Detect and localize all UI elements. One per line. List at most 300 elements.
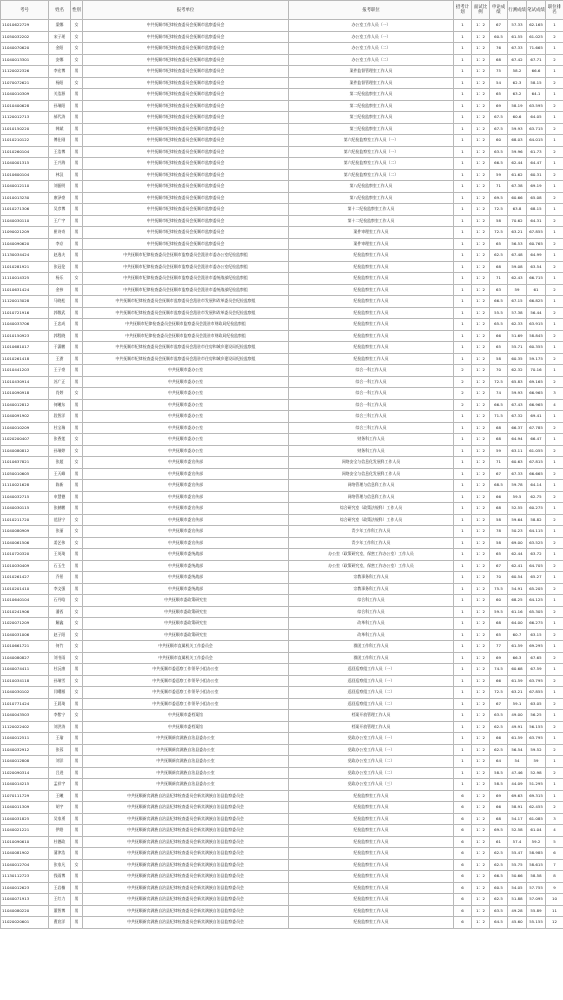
cell-plan: 1 — [454, 457, 472, 469]
cell-exam-number: 11040091902 — [1, 411, 49, 423]
cell-written-score: 56.155 — [527, 721, 546, 733]
cell-interview-ratio: 1：2 — [472, 457, 490, 469]
cell-position: 综合科工作人员 — [289, 606, 454, 618]
cell-gender: 男 — [71, 894, 83, 906]
cell-position: 群团工作科工作人员 — [289, 652, 454, 664]
cell-essay-score: 66 — [490, 733, 508, 745]
cell-interview-ratio: 1：2 — [472, 342, 490, 354]
cell-unit: 中共抚顺市纪律检查委员会抚顺市监察委员会派驻市财政局纪检监察组 — [83, 319, 289, 331]
cell-position-rank: 1 — [546, 526, 563, 538]
cell-aptitude-score: 54 — [508, 756, 527, 768]
cell-exam-number: 11120022402 — [1, 721, 49, 733]
cell-unit: 中共抚顺市委宣传部 — [83, 526, 289, 538]
cell-gender: 男 — [71, 376, 83, 388]
cell-exam-number: 11040080827 — [1, 652, 49, 664]
cell-unit: 中共抚顺市委巡察工作领导小组办公室 — [83, 675, 289, 687]
cell-unit: 中共抚顺市纪律检查委员会抚顺市监察委员会 — [83, 31, 289, 43]
cell-written-score: 68.15 — [527, 204, 546, 216]
cell-unit: 中共抚顺市委宣传部 — [83, 480, 289, 492]
cell-essay-score: 69.5 — [490, 825, 508, 837]
cell-position-rank: 9 — [546, 882, 563, 894]
table-row — [1, 319, 563, 331]
cell-aptitude-score: 67.38 — [508, 181, 527, 193]
cell-name: 石玉生 — [49, 560, 71, 572]
cell-exam-number: 11040012812 — [1, 399, 49, 411]
cell-written-score: 58.82 — [527, 514, 546, 526]
cell-name: 蒲津浩 — [49, 848, 71, 860]
cell-gender: 男 — [71, 89, 83, 101]
cell-exam-number: 11010430914 — [1, 376, 49, 388]
cell-exam-number: 11040030110 — [1, 215, 49, 227]
cell-gender: 女 — [71, 859, 83, 871]
cell-written-score: 62.165 — [527, 20, 546, 32]
cell-written-score: 67.855 — [527, 227, 546, 239]
cell-written-score: 64.05 — [527, 112, 546, 124]
cell-exam-number: 11040012704 — [1, 859, 49, 871]
cell-aptitude-score: 50.23 — [508, 526, 527, 538]
cell-name: 王红力 — [49, 894, 71, 906]
table-row — [1, 583, 563, 595]
cell-name: 伊皓 — [49, 825, 71, 837]
cell-interview-ratio: 1：2 — [472, 779, 490, 791]
cell-position: 纪检监察室工作人员 — [289, 882, 454, 894]
table-row — [1, 606, 563, 618]
cell-position-rank: 2 — [546, 261, 563, 273]
table-row — [1, 284, 563, 296]
table-row — [1, 66, 563, 78]
cell-unit: 中共抚顺市纪律检查委员会抚顺市监察委员会 — [83, 54, 289, 66]
cell-exam-number: 11010210122 — [1, 135, 49, 147]
cell-position-rank: 1 — [546, 227, 563, 239]
cell-written-score: 66.715 — [527, 273, 546, 285]
cell-interview-ratio: 1：2 — [472, 146, 490, 158]
cell-unit: 中共抚顺市委政策研究室 — [83, 629, 289, 641]
cell-gender: 男 — [71, 790, 83, 802]
cell-position: 第六纪检监察室工作人员（一） — [289, 146, 454, 158]
cell-position: 第十二纪检监察室工作人员 — [289, 204, 454, 216]
cell-exam-number: 11040012511 — [1, 733, 49, 745]
cell-exam-number: 11010681017 — [1, 342, 49, 354]
header-interview-ratio: 面试比例 — [472, 1, 490, 20]
cell-plan: 6 — [454, 894, 472, 906]
cell-written-score: 60.765 — [527, 238, 546, 250]
cell-aptitude-score: 63.11 — [508, 445, 527, 457]
cell-aptitude-score: 67.43 — [508, 399, 527, 411]
cell-aptitude-score: 61.55 — [508, 31, 527, 43]
cell-position-rank: 2 — [546, 744, 563, 756]
cell-written-score: 56.44 — [527, 307, 546, 319]
cell-plan: 1 — [454, 66, 472, 78]
cell-position: 纪检监察室工作人员 — [289, 848, 454, 860]
cell-gender: 男 — [71, 480, 83, 492]
cell-exam-number: 11130034424 — [1, 250, 49, 262]
cell-interview-ratio: 1：2 — [472, 882, 490, 894]
table-row — [1, 273, 563, 285]
cell-plan: 1 — [454, 342, 472, 354]
cell-unit: 中共抚顺新宾满族自治县纪律检查委员会新宾满族自治县监察委员会 — [83, 848, 289, 860]
cell-aptitude-score: 54.05 — [508, 882, 527, 894]
table-row — [1, 158, 563, 170]
cell-interview-ratio: 1：2 — [472, 480, 490, 492]
cell-interview-ratio: 1：2 — [472, 491, 490, 503]
table-row — [1, 296, 563, 308]
cell-written-score: 66.275 — [527, 618, 546, 630]
cell-gender: 男 — [71, 825, 83, 837]
cell-exam-number: 11010261427 — [1, 572, 49, 584]
cell-aptitude-score: 51.88 — [508, 894, 527, 906]
cell-name: 王岩楠 — [49, 882, 71, 894]
cell-interview-ratio: 1：2 — [472, 733, 490, 745]
cell-exam-number: 11010150923 — [1, 330, 49, 342]
table-row — [1, 595, 563, 607]
cell-position: 网络安全与信息化发展科工作人员 — [289, 468, 454, 480]
cell-position: 党政办公室工作人员（一） — [289, 744, 454, 756]
cell-exam-number: 11010271306 — [1, 204, 49, 216]
cell-position: 纪检监察室工作人员 — [289, 917, 454, 929]
cell-exam-number: 11010640104 — [1, 595, 49, 607]
cell-position-rank: 2 — [546, 698, 563, 710]
cell-aptitude-score: 59.78 — [508, 480, 527, 492]
cell-unit: 中共抚顺市纪律检查委员会抚顺市监察委员会派驻市发展和改革委员会纪检监察组 — [83, 296, 289, 308]
cell-name: 张超 — [49, 457, 71, 469]
cell-written-score: 64.99 — [527, 250, 546, 262]
cell-written-score: 67.65 — [527, 652, 546, 664]
cell-position: 办公室工作人员（二） — [289, 43, 454, 55]
cell-essay-score: 68.5 — [490, 480, 508, 492]
cell-exam-number: 11010720320 — [1, 549, 49, 561]
cell-plan: 1 — [454, 158, 472, 170]
cell-position-rank: 1 — [546, 664, 563, 676]
cell-name: 张丽 — [49, 526, 71, 538]
cell-position: 宗教事务科工作人员 — [289, 583, 454, 595]
cell-plan: 1 — [454, 135, 472, 147]
cell-essay-score: 68 — [490, 503, 508, 515]
cell-written-score: 61.085 — [527, 813, 546, 825]
cell-gender: 女 — [71, 434, 83, 446]
cell-aptitude-score: 66.3 — [508, 652, 527, 664]
cell-aptitude-score: 49.28 — [508, 905, 527, 917]
cell-position-rank: 1 — [546, 89, 563, 101]
cell-unit: 中共抚顺市委巡察工作领导小组办公室 — [83, 687, 289, 699]
cell-interview-ratio: 1：2 — [472, 100, 490, 112]
cell-position-rank: 1 — [546, 135, 563, 147]
cell-aptitude-score: 68.25 — [508, 595, 527, 607]
cell-name: 杜德政 — [49, 836, 71, 848]
cell-position: 巡回巡察组工作人员（二） — [289, 687, 454, 699]
cell-written-score: 59.2 — [527, 836, 546, 848]
cell-aptitude-score: 59.08 — [508, 261, 527, 273]
cell-unit: 中共抚顺市纪律检查委员会抚顺市监察委员会 — [83, 215, 289, 227]
table-row — [1, 836, 563, 848]
cell-interview-ratio: 1：2 — [472, 526, 490, 538]
cell-interview-ratio: 1：2 — [472, 641, 490, 653]
cell-position: 纪检监察室工作人员 — [289, 894, 454, 906]
cell-gender: 男 — [71, 169, 83, 181]
cell-plan: 1 — [454, 721, 472, 733]
cell-written-score: 63.525 — [527, 537, 546, 549]
cell-gender: 男 — [71, 411, 83, 423]
table-header — [1, 1, 563, 20]
cell-aptitude-score: 57.38 — [508, 307, 527, 319]
table-row — [1, 123, 563, 135]
cell-interview-ratio: 1：2 — [472, 549, 490, 561]
cell-name: 李紫宁 — [49, 710, 71, 722]
cell-position: 综合研究室（政策法规科）工作人员 — [289, 503, 454, 515]
cell-unit: 中共抚顺新宾满族自治县纪律检查委员会新宾满族自治县监察委员会 — [83, 813, 289, 825]
cell-exam-number: 11040014215 — [1, 779, 49, 791]
cell-written-score: 67.815 — [527, 457, 546, 469]
cell-position: 纪检监察室工作人员 — [289, 836, 454, 848]
cell-essay-score: 71 — [490, 457, 508, 469]
table-row — [1, 848, 563, 860]
table-row — [1, 894, 563, 906]
cell-aptitude-score: 63.8 — [508, 204, 527, 216]
cell-essay-score: 78 — [490, 526, 508, 538]
table-row — [1, 238, 563, 250]
cell-plan: 1 — [454, 261, 472, 273]
table-row — [1, 204, 563, 216]
cell-position-rank: 1 — [546, 756, 563, 768]
cell-unit: 中共抚顺市纪律检查委员会抚顺市监察委员会 — [83, 20, 289, 32]
cell-exam-number: 11020071209 — [1, 618, 49, 630]
cell-position-rank: 1 — [546, 66, 563, 78]
cell-position-rank: 1 — [546, 618, 563, 630]
cell-gender: 男 — [71, 158, 83, 170]
cell-plan: 1 — [454, 698, 472, 710]
cell-exam-number: 11040012623 — [1, 882, 49, 894]
header-gender: 性别 — [71, 1, 83, 20]
cell-aptitude-score: 67.48 — [508, 250, 527, 262]
cell-essay-score: 69 — [490, 100, 508, 112]
cell-aptitude-score: 67.33 — [508, 468, 527, 480]
table-row — [1, 353, 563, 365]
cell-interview-ratio: 1：2 — [472, 595, 490, 607]
cell-unit: 中共抚顺新宾满族自治县纪律检查委员会新宾满族自治县监察委员会 — [83, 882, 289, 894]
cell-exam-number: 11070072621 — [1, 77, 49, 89]
cell-unit: 中共抚顺市委统战部 — [83, 549, 289, 561]
cell-name: 段智洋 — [49, 411, 71, 423]
cell-written-score: 63.05 — [527, 698, 546, 710]
table-row — [1, 365, 563, 377]
cell-essay-score: 69 — [490, 790, 508, 802]
cell-written-score: 64.125 — [527, 595, 546, 607]
table-row — [1, 572, 563, 584]
cell-gender: 女 — [71, 31, 83, 43]
table-row — [1, 215, 563, 227]
cell-essay-score: 70 — [490, 572, 508, 584]
cell-position: 综合一科工作人员 — [289, 376, 454, 388]
cell-exam-number: 11010211720 — [1, 514, 49, 526]
cell-interview-ratio: 1：2 — [472, 296, 490, 308]
cell-position-rank: 2 — [546, 652, 563, 664]
cell-written-score: 52.98 — [527, 767, 546, 779]
cell-position: 纪检监察室工作人员 — [289, 905, 454, 917]
cell-position: 第二纪检监察室工作人员 — [289, 100, 454, 112]
cell-name: 孙瑞婷 — [49, 445, 71, 457]
cell-exam-number: 11010771424 — [1, 698, 49, 710]
cell-exam-number: 11010260104 — [1, 146, 49, 158]
cell-name: 李文强 — [49, 583, 71, 595]
cell-name: 杜宝瑞 — [49, 422, 71, 434]
cell-written-score: 64.705 — [527, 560, 546, 572]
cell-written-score: 55.89 — [527, 905, 546, 917]
cell-written-score: 71.665 — [527, 43, 546, 55]
cell-name: 孙瑞阳 — [49, 100, 71, 112]
cell-exam-number: 11040033706 — [1, 319, 49, 331]
cell-gender: 女 — [71, 514, 83, 526]
cell-plan: 1 — [454, 146, 472, 158]
cell-interview-ratio: 1：2 — [472, 825, 490, 837]
cell-essay-score: 72.5 — [490, 376, 508, 388]
cell-plan: 1 — [454, 422, 472, 434]
table-row — [1, 629, 563, 641]
cell-aptitude-score: 67.32 — [508, 411, 527, 423]
cell-unit: 中共抚顺市委办公室 — [83, 445, 289, 457]
cell-gender: 男 — [71, 549, 83, 561]
cell-gender: 男 — [71, 227, 83, 239]
cell-position: 办公室工作人员（二） — [289, 54, 454, 66]
cell-position-rank: 2 — [546, 146, 563, 158]
cell-unit: 中共抚顺市委宣传部 — [83, 503, 289, 515]
cell-unit: 中共抚顺市委办公室 — [83, 399, 289, 411]
cell-position-rank: 3 — [546, 813, 563, 825]
cell-plan: 1 — [454, 353, 472, 365]
cell-exam-number: 11040080220 — [1, 905, 49, 917]
cell-exam-number: 11010441203 — [1, 365, 49, 377]
table-row — [1, 790, 563, 802]
cell-exam-number: 11090021209 — [1, 227, 49, 239]
cell-essay-score: 69 — [490, 652, 508, 664]
cell-gender: 男 — [71, 284, 83, 296]
cell-position-rank: 2 — [546, 422, 563, 434]
cell-plan: 1 — [454, 330, 472, 342]
cell-position-rank: 4 — [546, 825, 563, 837]
cell-essay-score: 62.5 — [490, 721, 508, 733]
cell-essay-score: 69.5 — [490, 192, 508, 204]
cell-gender: 男 — [71, 399, 83, 411]
table-row — [1, 687, 563, 699]
cell-plan: 1 — [454, 204, 472, 216]
cell-exam-number: 11020200407 — [1, 434, 49, 446]
cell-aptitude-score: 51.69 — [508, 330, 527, 342]
cell-name: 韩斌 — [49, 123, 71, 135]
cell-aptitude-score: 67.42 — [508, 54, 527, 66]
cell-name: 曹宸洋 — [49, 917, 71, 929]
cell-interview-ratio: 1：2 — [472, 434, 490, 446]
cell-position-rank: 2 — [546, 307, 563, 319]
cell-name: 王曦 — [49, 790, 71, 802]
cell-essay-score: 62.5 — [490, 744, 508, 756]
cell-position-rank: 8 — [546, 871, 563, 883]
cell-plan: 1 — [454, 123, 472, 135]
cell-aptitude-score: 45.60 — [508, 917, 527, 929]
cell-aptitude-score: 67.33 — [508, 43, 527, 55]
cell-name: 王忠成 — [49, 319, 71, 331]
cell-unit: 中共抚顺市纪律检查委员会抚顺市监察委员会 — [83, 77, 289, 89]
cell-plan: 6 — [454, 917, 472, 929]
cell-interview-ratio: 1：2 — [472, 411, 490, 423]
cell-plan: 6 — [454, 790, 472, 802]
table-row — [1, 526, 563, 538]
table-row — [1, 698, 563, 710]
cell-position-rank: 1 — [546, 250, 563, 262]
cell-aptitude-score: 67.15 — [508, 296, 527, 308]
cell-unit: 中共抚顺新宾满族自治县纪律检查委员会新宾满族自治县监察委员会 — [83, 859, 289, 871]
cell-essay-score: 75.5 — [490, 583, 508, 595]
cell-gender: 男 — [71, 250, 83, 262]
cell-interview-ratio: 1：2 — [472, 698, 490, 710]
cell-gender: 女 — [71, 710, 83, 722]
cell-exam-number: 11110021628 — [1, 480, 49, 492]
cell-position: 党政办公室工作人员（三） — [289, 779, 454, 791]
cell-essay-score: 74 — [490, 388, 508, 400]
table-row — [1, 491, 563, 503]
cell-position: 网络管理与信息科工作人员 — [289, 480, 454, 492]
cell-name: 胡宇 — [49, 802, 71, 814]
cell-essay-score: 64 — [490, 756, 508, 768]
cell-unit: 中共抚顺市纪律检查委员会抚顺市监察委员会 — [83, 158, 289, 170]
cell-interview-ratio: 1：2 — [472, 652, 490, 664]
cell-position-rank: 2 — [546, 606, 563, 618]
table-row — [1, 871, 563, 883]
table-row — [1, 641, 563, 653]
cell-unit: 中共抚顺市纪律检查委员会抚顺市监察委员会派驻市委统战部纪检监察组 — [83, 284, 289, 296]
cell-unit: 中共抚顺市纪律检查委员会抚顺市监察委员会派驻市委办公室纪检监察组 — [83, 261, 289, 273]
cell-position-rank: 1 — [546, 457, 563, 469]
cell-plan: 1 — [454, 273, 472, 285]
cell-plan: 6 — [454, 836, 472, 848]
header-written-score: 笔试成绩 — [527, 1, 546, 20]
cell-name: 陈新 — [49, 480, 71, 492]
cell-position: 办公室（政策研究室，保密工作办公室）工作人员 — [289, 560, 454, 572]
cell-plan: 1 — [454, 181, 472, 193]
cell-interview-ratio: 1：2 — [472, 204, 490, 216]
cell-written-score: 62.455 — [527, 802, 546, 814]
cell-interview-ratio: 1：2 — [472, 514, 490, 526]
cell-gender: 男 — [71, 204, 83, 216]
cell-position: 办公室工作人员（一） — [289, 31, 454, 43]
cell-name: 于潇鹏 — [49, 342, 71, 354]
cell-written-score: 56.25 — [527, 710, 546, 722]
cell-aptitude-score: 56.54 — [508, 744, 527, 756]
cell-position-rank: 1 — [546, 43, 563, 55]
cell-interview-ratio: 1：2 — [472, 583, 490, 595]
header-aptitude-score: 行测成绩 — [508, 1, 527, 20]
cell-name: 郭敬武 — [49, 307, 71, 319]
cell-written-score: 64.015 — [527, 135, 546, 147]
table-row — [1, 192, 563, 204]
cell-gender: 女 — [71, 687, 83, 699]
cell-essay-score: 61 — [490, 836, 508, 848]
cell-position: 纪检监察室工作人员 — [289, 790, 454, 802]
cell-written-score: 66.965 — [527, 399, 546, 411]
cell-essay-score: 65 — [490, 342, 508, 354]
cell-plan: 6 — [454, 871, 472, 883]
cell-position: 第八纪检监察室工作人员 — [289, 181, 454, 193]
cell-name: 何竹 — [49, 641, 71, 653]
header-row — [1, 1, 563, 20]
cell-essay-score: 67 — [490, 468, 508, 480]
cell-position-rank: 2 — [546, 284, 563, 296]
cell-gender: 男 — [71, 905, 83, 917]
cell-position-rank: 2 — [546, 238, 563, 250]
cell-interview-ratio: 1：2 — [472, 767, 490, 779]
cell-position: 纪检监察室工作人员 — [289, 871, 454, 883]
cell-name: 李京 — [49, 238, 71, 250]
cell-position: 综合一科工作人员 — [289, 399, 454, 411]
cell-position: 改革科工作人员 — [289, 618, 454, 630]
header-unit: 报考单位 — [83, 1, 289, 20]
